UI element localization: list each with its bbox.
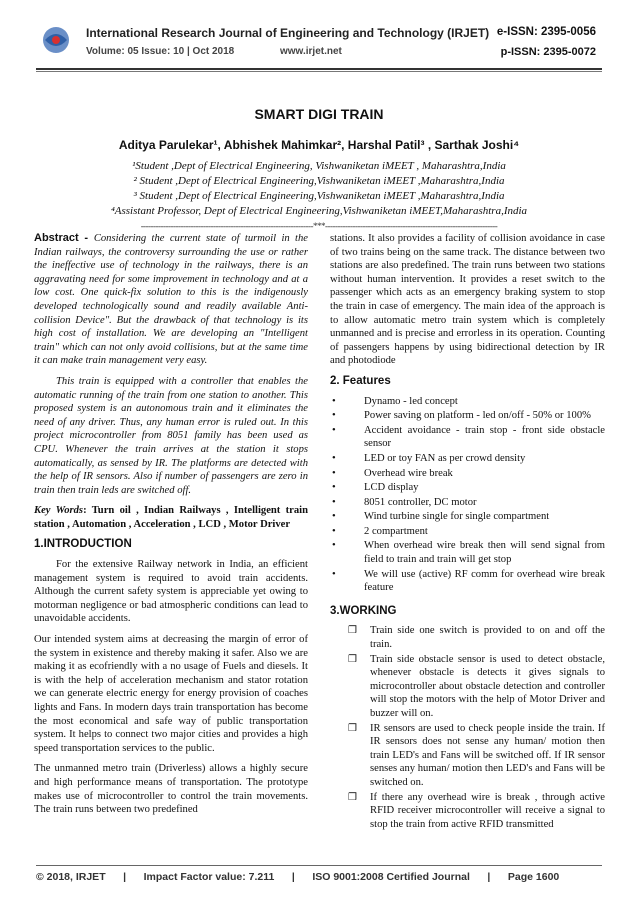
volume-issue: Volume: 05 Issue: 10 | Oct 2018 — [86, 46, 235, 57]
pissn: p-ISSN: 2395-0072 — [500, 46, 596, 58]
footer-page-number: Page 1600 — [507, 871, 560, 883]
list-item — [330, 409, 605, 423]
footer-copyright: © 2018, IRJET — [36, 871, 106, 883]
list-item-text: Power saving on platform - led on/off - 50% or 100% — [364, 410, 591, 422]
affiliation-2: ² Student ,Dept of Electrical Engineering,Vishwaniketan iMEET ,Maharashtra,India — [133, 175, 505, 187]
right-column — [330, 232, 605, 841]
list-item — [330, 722, 605, 790]
list-item-text: Overhead wire break — [364, 467, 453, 479]
features-heading: 2. Features — [330, 374, 391, 387]
list-item-text: Train side obstacle sensor is used to detect obstacle, whenever obstacle is detects it gives signals to microcontroller about obstacle detection and controller will stop the motors with the help of Motor Driver and buzzer will on. — [370, 653, 605, 719]
keywords-text: : Turn oil , Indian Railways , Intelligent train station , Automation , Acceleration , LCD , Motor Driver — [34, 505, 308, 530]
bullet-icon: • — [332, 452, 336, 464]
keywords-label: Key Words — [34, 505, 84, 517]
abstract-heading: Abstract - — [34, 232, 94, 244]
author-list: Aditya Parulekar¹, Abhishek Mahimkar², Harshal Patil³ , Sarthak Joshi⁴ — [118, 138, 520, 152]
working-heading: 3.WORKING — [330, 604, 397, 617]
bullet-icon: ❒ — [348, 791, 357, 803]
left-column — [34, 232, 308, 824]
intro-paragraph-2: Our intended system aims at decreasing the margin of error of the system in existence and thereby making it safer. Also we are making it as ecofriendly with a no usage of Fuels and diesels. It is with the help of acceleration mechanism and stator rotation we can generate electric energy for energy provision of coaches lights and Fans. In modern days train transportation has become the most economical and safe way of public transportation system. It helps to connect two major cities and provides a high speed transportation services to the public. — [34, 634, 308, 754]
list-item — [330, 496, 605, 510]
paper-title: SMART DIGI TRAIN — [254, 106, 384, 122]
affiliation-1: ¹Student ,Dept of Electrical Engineering, Vishwaniketan iMEET , Maharashtra,India — [132, 160, 506, 172]
list-item — [330, 568, 605, 595]
bullet-icon: • — [332, 424, 336, 436]
list-item-text: Train side one switch is provided to on and off the train. — [370, 625, 605, 651]
bullet-icon: • — [332, 395, 336, 407]
journal-name: International Research Journal of Engineering and Technology (IRJET) — [86, 26, 490, 40]
bullet-icon: • — [332, 496, 336, 508]
bullet-icon: • — [332, 410, 336, 422]
footer-impact-factor: Impact Factor value: 7.211 — [143, 871, 275, 883]
bullet-icon: ❒ — [348, 625, 357, 637]
footer-separator: | — [123, 871, 127, 883]
header-divider — [36, 68, 602, 70]
header-divider-thin — [36, 71, 602, 72]
list-item — [330, 791, 605, 832]
journal-website-link[interactable]: www.irjet.net — [280, 46, 342, 57]
affiliation-3: ³ Student ,Dept of Electrical Engineering,Vishwaniketan iMEET ,Maharashtra,India — [133, 190, 505, 202]
bullet-icon: • — [332, 540, 336, 552]
bullet-icon: ❒ — [348, 653, 357, 665]
bullet-icon: • — [332, 482, 336, 494]
footer-divider — [36, 865, 602, 866]
list-item-text: Wind turbine single for single compartment — [364, 511, 550, 523]
features-list — [330, 395, 605, 595]
intro-paragraph-1: For the extensive Railway network in India, an efficient management system is required to avoid train accidents. Although the current safety system is appreciable yet owing to motorman negligence or bad atmospheric conditions can lead to unavoidable accidents. — [34, 559, 308, 625]
abstract-paragraph-1 — [34, 232, 308, 368]
list-item-text: LED or toy FAN as per crowd density — [364, 452, 526, 464]
list-item — [330, 624, 605, 651]
abstract-text-1: Considering the current state of turmoil in the Indian railways, the controversy surrounding the use or rather the ineffective use of technology in the railways, there is an aggravating need for some improvement in technology and at a low cost. One quick-fix solution to this is the indigenously developed technologically sound and readily available Anti-collision Device". But the drawback of that technology is its high cost of installation. We are developing an "Intelligent train" which can not only avoid collisions, but at the same time it can make train management very easy. — [34, 233, 308, 367]
affiliation-4: ⁴Assistant Professor, Dept of Electrical Engineering,Vishwaniketan iMEET,Maharashtra,India — [110, 205, 528, 217]
keywords — [34, 504, 308, 531]
list-item-text: We will use (active) RF comm for overhead wire break feature — [364, 568, 605, 594]
list-item-text: When overhead wire break then will send signal from field to train and train will get stop — [364, 540, 605, 566]
intro-continued: stations. It also provides a facility of collision avoidance in case of two trains being on the same track. The distance between two stations are also predefined. The train runs between two stations without human intervention. It provides a reset switch to the passenger which acts as an emergency braking system to stop the train in case of emergency. The main idea of the approach is to allow automatic metro train system which is completely unmanned and is precise and errorless in its operation. Counting of passengers happens by using bidirectional detection by IR and photodiode — [330, 233, 605, 367]
bullet-icon: • — [332, 511, 336, 523]
introduction-heading: 1.INTRODUCTION — [34, 538, 132, 551]
list-item-text: Accident avoidance - train stop - front side obstacle sensor — [364, 424, 605, 450]
bullet-icon: • — [332, 525, 336, 537]
list-item-text: 2 compartment — [364, 525, 428, 537]
footer-separator: | — [487, 871, 491, 883]
bullet-icon: • — [332, 467, 336, 479]
bullet-icon: ❒ — [348, 722, 357, 734]
list-item — [330, 467, 605, 481]
working-list — [330, 624, 605, 831]
list-item — [330, 510, 605, 524]
list-item-text: If there any overhead wire is break , through active RFID receiver microcontroller will receive a signal to stop the train from active RFID transmitted — [370, 791, 605, 830]
footer-iso: ISO 9001:2008 Certified Journal — [312, 871, 470, 883]
list-item — [330, 481, 605, 495]
list-item — [330, 525, 605, 539]
list-item-text: LCD display — [364, 482, 419, 494]
irjet-logo-icon — [36, 24, 76, 64]
section-separator: ---------------------------------------------------------------------***--------------------------------------------------------------------- — [140, 221, 498, 231]
intro-paragraph-3: The unmanned metro train (Driverless) allows a highly secure and high performance means of transportation. The prototype makes use of microcontroller to control the train movements. The train runs between two predefined — [34, 763, 308, 816]
list-item-text: Dynamo - led concept — [364, 395, 458, 407]
list-item — [330, 539, 605, 566]
footer-separator: | — [291, 871, 295, 883]
list-item — [330, 424, 605, 451]
list-item — [330, 395, 605, 409]
bullet-icon: • — [332, 568, 336, 580]
page-footer — [36, 871, 559, 883]
abstract-paragraph-2: This train is equipped with a controller that enables the automatic running of the train from one station to another. This proposed system is an autonomous train and it eliminates the need of any driver. Thus, any human error is ruled out. In this project microcontroller from 8051 family has been used as CPU. Whenever the train arrives at the station it stops automatically, as sensed by IR. The platforms are detected with the help of IR sensors. Also if number of passengers are zero in train then train leds are switched off. — [34, 375, 308, 496]
list-item — [330, 653, 605, 721]
eissn: e-ISSN: 2395-0056 — [496, 26, 596, 38]
list-item-text: IR sensors are used to check people inside the train. If IR sensors does not sense any human/ motion then train LED's and Fans will be switched off. If IR sensor senses any human/ motion then LED's and Fans will be switched on. — [370, 722, 605, 788]
list-item — [330, 452, 605, 466]
list-item-text: 8051 controller, DC motor — [364, 496, 477, 508]
